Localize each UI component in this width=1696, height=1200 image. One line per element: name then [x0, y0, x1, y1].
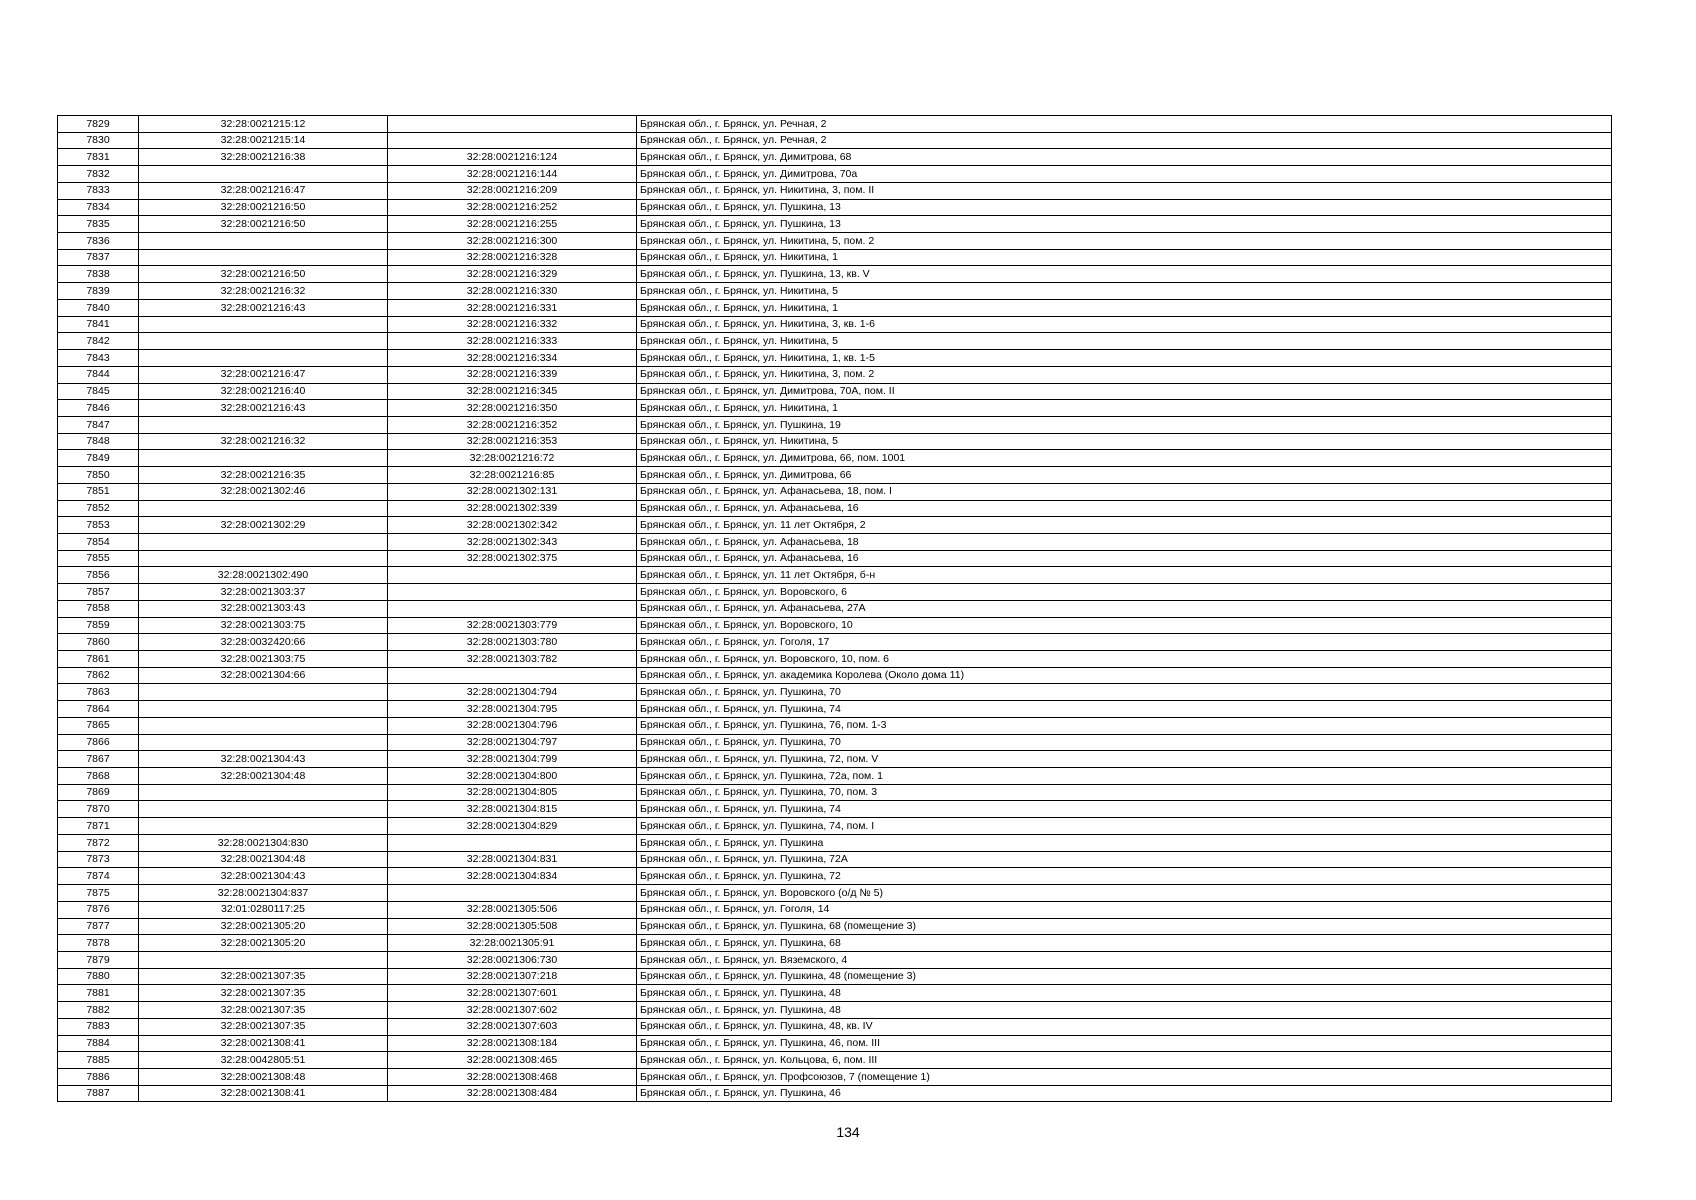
object-cadastral-number-cell: 32:28:0021304:815 — [388, 801, 637, 818]
object-cadastral-number-cell: 32:28:0021304:834 — [388, 868, 637, 885]
land-cadastral-number-cell — [139, 701, 388, 718]
address-cell: Брянская обл., г. Брянск, ул. Речная, 2 — [637, 132, 1612, 149]
object-cadastral-number-cell: 32:28:0021303:779 — [388, 617, 637, 634]
object-cadastral-number-cell: 32:28:0021216:332 — [388, 316, 637, 333]
object-cadastral-number-cell: 32:28:0021303:782 — [388, 651, 637, 668]
table-row — [58, 433, 1612, 450]
address-cell: Брянская обл., г. Брянск, ул. Воровского, 10 — [637, 617, 1612, 634]
land-cadastral-number-cell — [139, 249, 388, 266]
address-cell: Брянская обл., г. Брянск, ул. Никитина, 1 — [637, 249, 1612, 266]
table-row — [58, 266, 1612, 283]
object-cadastral-number-cell: 32:28:0021305:508 — [388, 918, 637, 935]
row-number-cell: 7833 — [58, 182, 139, 199]
land-cadastral-number-cell: 32:28:0021308:41 — [139, 1035, 388, 1052]
address-cell: Брянская обл., г. Брянск, ул. Димитрова, 70А, пом. II — [637, 383, 1612, 400]
row-number-cell: 7869 — [58, 784, 139, 801]
row-number-cell: 7839 — [58, 283, 139, 300]
table-row — [58, 818, 1612, 835]
table-row — [58, 233, 1612, 250]
object-cadastral-number-cell: 32:28:0021307:601 — [388, 985, 637, 1002]
land-cadastral-number-cell: 32:28:0021304:43 — [139, 751, 388, 768]
table-row — [58, 968, 1612, 985]
address-cell: Брянская обл., г. Брянск, ул. Пушкина, 48 (помещение 3) — [637, 968, 1612, 985]
table-row — [58, 483, 1612, 500]
land-cadastral-number-cell: 32:28:0021216:43 — [139, 299, 388, 316]
address-cell: Брянская обл., г. Брянск, ул. Пушкина, 48 — [637, 985, 1612, 1002]
object-cadastral-number-cell — [388, 885, 637, 902]
table-row — [58, 416, 1612, 433]
land-cadastral-number-cell: 32:28:0021303:75 — [139, 617, 388, 634]
address-cell: Брянская обл., г. Брянск, ул. Пушкина, 72 — [637, 868, 1612, 885]
land-cadastral-number-cell — [139, 784, 388, 801]
land-cadastral-number-cell: 32:28:0021216:47 — [139, 366, 388, 383]
land-cadastral-number-cell: 32:28:0021216:32 — [139, 433, 388, 450]
land-cadastral-number-cell: 32:28:0021307:35 — [139, 985, 388, 1002]
object-cadastral-number-cell: 32:28:0021303:780 — [388, 634, 637, 651]
object-cadastral-number-cell: 32:28:0021216:353 — [388, 433, 637, 450]
land-cadastral-number-cell: 32:28:0021304:48 — [139, 768, 388, 785]
address-cell: Брянская обл., г. Брянск, ул. Пушкина, 48, кв. IV — [637, 1018, 1612, 1035]
object-cadastral-number-cell: 32:28:0021302:131 — [388, 483, 637, 500]
address-cell: Брянская обл., г. Брянск, ул. Пушкина, 13 — [637, 216, 1612, 233]
land-cadastral-number-cell — [139, 233, 388, 250]
address-cell: Брянская обл., г. Брянск, ул. Пушкина, 46, пом. III — [637, 1035, 1612, 1052]
address-cell: Брянская обл., г. Брянск, ул. Гоголя, 14 — [637, 901, 1612, 918]
address-cell: Брянская обл., г. Брянск, ул. Пушкина, 74, пом. I — [637, 818, 1612, 835]
table-row — [58, 450, 1612, 467]
row-number-cell: 7854 — [58, 533, 139, 550]
land-cadastral-number-cell: 32:28:0021303:75 — [139, 651, 388, 668]
row-number-cell: 7840 — [58, 299, 139, 316]
land-cadastral-number-cell: 32:28:0021304:48 — [139, 851, 388, 868]
land-cadastral-number-cell — [139, 734, 388, 751]
land-cadastral-number-cell: 32:28:0021216:50 — [139, 199, 388, 216]
table-row — [58, 1068, 1612, 1085]
land-cadastral-number-cell: 32:28:0021303:37 — [139, 584, 388, 601]
land-cadastral-number-cell: 32:28:0021216:43 — [139, 400, 388, 417]
table-row — [58, 500, 1612, 517]
address-cell: Брянская обл., г. Брянск, ул. Никитина, 1, кв. 1-5 — [637, 350, 1612, 367]
address-cell: Брянская обл., г. Брянск, ул. 11 лет Октября, 2 — [637, 517, 1612, 534]
address-cell: Брянская обл., г. Брянск, ул. Пушкина, 76, пом. 1-3 — [637, 717, 1612, 734]
table-row — [58, 701, 1612, 718]
row-number-cell: 7868 — [58, 768, 139, 785]
table-row — [58, 116, 1612, 133]
land-cadastral-number-cell — [139, 350, 388, 367]
row-number-cell: 7856 — [58, 567, 139, 584]
row-number-cell: 7873 — [58, 851, 139, 868]
land-cadastral-number-cell — [139, 533, 388, 550]
row-number-cell: 7843 — [58, 350, 139, 367]
object-cadastral-number-cell: 32:28:0021304:795 — [388, 701, 637, 718]
row-number-cell: 7870 — [58, 801, 139, 818]
table-row — [58, 216, 1612, 233]
row-number-cell: 7862 — [58, 667, 139, 684]
address-cell: Брянская обл., г. Брянск, ул. Пушкина, 46 — [637, 1085, 1612, 1102]
row-number-cell: 7864 — [58, 701, 139, 718]
table-row — [58, 166, 1612, 183]
land-cadastral-number-cell: 32:28:0042805:51 — [139, 1052, 388, 1069]
object-cadastral-number-cell: 32:28:0021305:91 — [388, 935, 637, 952]
row-number-cell: 7877 — [58, 918, 139, 935]
row-number-cell: 7847 — [58, 416, 139, 433]
address-cell: Брянская обл., г. Брянск, ул. Пушкина, 70 — [637, 684, 1612, 701]
object-cadastral-number-cell — [388, 600, 637, 617]
table-row — [58, 667, 1612, 684]
table-row — [58, 350, 1612, 367]
land-cadastral-number-cell — [139, 550, 388, 567]
address-cell: Брянская обл., г. Брянск, ул. Афанасьева, 18, пом. I — [637, 483, 1612, 500]
address-cell: Брянская обл., г. Брянск, ул. Никитина, 3, пом. II — [637, 182, 1612, 199]
object-cadastral-number-cell: 32:28:0021308:465 — [388, 1052, 637, 1069]
land-cadastral-number-cell — [139, 500, 388, 517]
row-number-cell: 7851 — [58, 483, 139, 500]
table-row — [58, 918, 1612, 935]
row-number-cell: 7850 — [58, 467, 139, 484]
row-number-cell: 7846 — [58, 400, 139, 417]
row-number-cell: 7866 — [58, 734, 139, 751]
address-cell: Брянская обл., г. Брянск, ул. Воровского, 6 — [637, 584, 1612, 601]
table-row — [58, 132, 1612, 149]
object-cadastral-number-cell — [388, 116, 637, 133]
object-cadastral-number-cell — [388, 667, 637, 684]
object-cadastral-number-cell: 32:28:0021216:334 — [388, 350, 637, 367]
land-cadastral-number-cell: 32:28:0021308:48 — [139, 1068, 388, 1085]
land-cadastral-number-cell: 32:28:0021216:32 — [139, 283, 388, 300]
table-row — [58, 734, 1612, 751]
table-row — [58, 617, 1612, 634]
row-number-cell: 7841 — [58, 316, 139, 333]
object-cadastral-number-cell — [388, 132, 637, 149]
object-cadastral-number-cell: 32:28:0021302:343 — [388, 533, 637, 550]
address-cell: Брянская обл., г. Брянск, ул. Афанасьева, 18 — [637, 533, 1612, 550]
address-cell: Брянская обл., г. Брянск, ул. Димитрова, 68 — [637, 149, 1612, 166]
land-cadastral-number-cell: 32:28:0021305:20 — [139, 935, 388, 952]
row-number-cell: 7842 — [58, 333, 139, 350]
row-number-cell: 7845 — [58, 383, 139, 400]
address-cell: Брянская обл., г. Брянск, ул. Пушкина, 68 — [637, 935, 1612, 952]
object-cadastral-number-cell: 32:28:0021216:328 — [388, 249, 637, 266]
registry-table-body — [58, 116, 1612, 1102]
land-cadastral-number-cell: 32:28:0032420:66 — [139, 634, 388, 651]
row-number-cell: 7844 — [58, 366, 139, 383]
address-cell: Брянская обл., г. Брянск, ул. Гоголя, 17 — [637, 634, 1612, 651]
land-cadastral-number-cell: 32:28:0021216:38 — [139, 149, 388, 166]
address-cell: Брянская обл., г. Брянск, ул. Афанасьева, 16 — [637, 500, 1612, 517]
row-number-cell: 7880 — [58, 968, 139, 985]
land-cadastral-number-cell: 32:28:0021308:41 — [139, 1085, 388, 1102]
object-cadastral-number-cell: 32:28:0021304:800 — [388, 768, 637, 785]
address-cell: Брянская обл., г. Брянск, ул. Афанасьева, 16 — [637, 550, 1612, 567]
object-cadastral-number-cell: 32:28:0021307:602 — [388, 1002, 637, 1019]
row-number-cell: 7855 — [58, 550, 139, 567]
row-number-cell: 7881 — [58, 985, 139, 1002]
row-number-cell: 7874 — [58, 868, 139, 885]
object-cadastral-number-cell: 32:28:0021308:184 — [388, 1035, 637, 1052]
table-row — [58, 751, 1612, 768]
table-row — [58, 400, 1612, 417]
table-row — [58, 717, 1612, 734]
land-cadastral-number-cell: 32:28:0021307:35 — [139, 968, 388, 985]
object-cadastral-number-cell: 32:28:0021304:829 — [388, 818, 637, 835]
land-cadastral-number-cell: 32:01:0280117:25 — [139, 901, 388, 918]
table-row — [58, 851, 1612, 868]
table-row — [58, 299, 1612, 316]
land-cadastral-number-cell — [139, 951, 388, 968]
object-cadastral-number-cell: 32:28:0021307:603 — [388, 1018, 637, 1035]
object-cadastral-number-cell: 32:28:0021216:339 — [388, 366, 637, 383]
row-number-cell: 7884 — [58, 1035, 139, 1052]
row-number-cell: 7865 — [58, 717, 139, 734]
row-number-cell: 7875 — [58, 885, 139, 902]
row-number-cell: 7848 — [58, 433, 139, 450]
object-cadastral-number-cell: 32:28:0021304:796 — [388, 717, 637, 734]
registry-table — [57, 115, 1612, 1102]
row-number-cell: 7871 — [58, 818, 139, 835]
row-number-cell: 7861 — [58, 651, 139, 668]
address-cell: Брянская обл., г. Брянск, ул. Никитина, 5 — [637, 283, 1612, 300]
address-cell: Брянская обл., г. Брянск, ул. Речная, 2 — [637, 116, 1612, 133]
row-number-cell: 7863 — [58, 684, 139, 701]
object-cadastral-number-cell: 32:28:0021216:124 — [388, 149, 637, 166]
land-cadastral-number-cell: 32:28:0021216:35 — [139, 467, 388, 484]
row-number-cell: 7830 — [58, 132, 139, 149]
land-cadastral-number-cell: 32:28:0021216:50 — [139, 266, 388, 283]
address-cell: Брянская обл., г. Брянск, ул. Никитина, 1 — [637, 299, 1612, 316]
table-row — [58, 901, 1612, 918]
object-cadastral-number-cell: 32:28:0021304:797 — [388, 734, 637, 751]
land-cadastral-number-cell: 32:28:0021303:43 — [139, 600, 388, 617]
row-number-cell: 7860 — [58, 634, 139, 651]
object-cadastral-number-cell: 32:28:0021216:209 — [388, 182, 637, 199]
table-row — [58, 868, 1612, 885]
address-cell: Брянская обл., г. Брянск, ул. Димитрова, 66, пом. 1001 — [637, 450, 1612, 467]
table-row — [58, 951, 1612, 968]
object-cadastral-number-cell: 32:28:0021216:255 — [388, 216, 637, 233]
row-number-cell: 7857 — [58, 584, 139, 601]
object-cadastral-number-cell: 32:28:0021306:730 — [388, 951, 637, 968]
land-cadastral-number-cell: 32:28:0021304:43 — [139, 868, 388, 885]
address-cell: Брянская обл., г. Брянск, ул. Пушкина, 72, пом. V — [637, 751, 1612, 768]
table-row — [58, 383, 1612, 400]
table-row — [58, 533, 1612, 550]
table-row — [58, 199, 1612, 216]
table-row — [58, 550, 1612, 567]
address-cell: Брянская обл., г. Брянск, ул. Пушкина, 68 (помещение 3) — [637, 918, 1612, 935]
object-cadastral-number-cell: 32:28:0021216:72 — [388, 450, 637, 467]
table-row — [58, 567, 1612, 584]
address-cell: Брянская обл., г. Брянск, ул. Пушкина, 72а, пом. 1 — [637, 768, 1612, 785]
row-number-cell: 7876 — [58, 901, 139, 918]
address-cell: Брянская обл., г. Брянск, ул. 11 лет Октября, б-н — [637, 567, 1612, 584]
address-cell: Брянская обл., г. Брянск, ул. Пушкина, 48 — [637, 1002, 1612, 1019]
row-number-cell: 7878 — [58, 935, 139, 952]
table-row — [58, 985, 1612, 1002]
address-cell: Брянская обл., г. Брянск, ул. Пушкина, 72А — [637, 851, 1612, 868]
object-cadastral-number-cell: 32:28:0021216:331 — [388, 299, 637, 316]
page-number: 134 — [836, 1124, 860, 1140]
row-number-cell: 7887 — [58, 1085, 139, 1102]
row-number-cell: 7835 — [58, 216, 139, 233]
table-row — [58, 684, 1612, 701]
object-cadastral-number-cell: 32:28:0021216:345 — [388, 383, 637, 400]
object-cadastral-number-cell: 32:28:0021307:218 — [388, 968, 637, 985]
row-number-cell: 7831 — [58, 149, 139, 166]
object-cadastral-number-cell: 32:28:0021302:375 — [388, 550, 637, 567]
object-cadastral-number-cell: 32:28:0021216:350 — [388, 400, 637, 417]
land-cadastral-number-cell — [139, 333, 388, 350]
address-cell: Брянская обл., г. Брянск, ул. Пушкина, 70, пом. 3 — [637, 784, 1612, 801]
table-row — [58, 517, 1612, 534]
table-row — [58, 467, 1612, 484]
address-cell: Брянская обл., г. Брянск, ул. Пушкина — [637, 834, 1612, 851]
address-cell: Брянская обл., г. Брянск, ул. Никитина, 3, пом. 2 — [637, 366, 1612, 383]
land-cadastral-number-cell: 32:28:0021216:50 — [139, 216, 388, 233]
row-number-cell: 7849 — [58, 450, 139, 467]
land-cadastral-number-cell: 32:28:0021216:40 — [139, 383, 388, 400]
object-cadastral-number-cell — [388, 567, 637, 584]
table-row — [58, 584, 1612, 601]
row-number-cell: 7834 — [58, 199, 139, 216]
address-cell: Брянская обл., г. Брянск, ул. Никитина, 5 — [637, 333, 1612, 350]
object-cadastral-number-cell: 32:28:0021304:794 — [388, 684, 637, 701]
table-row — [58, 149, 1612, 166]
table-row — [58, 634, 1612, 651]
row-number-cell: 7858 — [58, 600, 139, 617]
land-cadastral-number-cell: 32:28:0021307:35 — [139, 1002, 388, 1019]
object-cadastral-number-cell: 32:28:0021304:805 — [388, 784, 637, 801]
address-cell: Брянская обл., г. Брянск, ул. Пушкина, 74 — [637, 701, 1612, 718]
address-cell: Брянская обл., г. Брянск, ул. Пушкина, 19 — [637, 416, 1612, 433]
land-cadastral-number-cell — [139, 416, 388, 433]
address-cell: Брянская обл., г. Брянск, ул. Профсоюзов, 7 (помещение 1) — [637, 1068, 1612, 1085]
row-number-cell: 7885 — [58, 1052, 139, 1069]
table-row — [58, 935, 1612, 952]
object-cadastral-number-cell — [388, 584, 637, 601]
land-cadastral-number-cell: 32:28:0021216:47 — [139, 182, 388, 199]
address-cell: Брянская обл., г. Брянск, ул. Пушкина, 70 — [637, 734, 1612, 751]
address-cell: Брянская обл., г. Брянск, ул. академика Королева (Около дома 11) — [637, 667, 1612, 684]
table-row — [58, 768, 1612, 785]
land-cadastral-number-cell: 32:28:0021304:830 — [139, 834, 388, 851]
object-cadastral-number-cell: 32:28:0021216:333 — [388, 333, 637, 350]
table-row — [58, 651, 1612, 668]
object-cadastral-number-cell: 32:28:0021305:506 — [388, 901, 637, 918]
row-number-cell: 7838 — [58, 266, 139, 283]
address-cell: Брянская обл., г. Брянск, ул. Кольцова, 6, пом. III — [637, 1052, 1612, 1069]
land-cadastral-number-cell: 32:28:0021307:35 — [139, 1018, 388, 1035]
row-number-cell: 7872 — [58, 834, 139, 851]
table-row — [58, 283, 1612, 300]
table-row — [58, 801, 1612, 818]
object-cadastral-number-cell: 32:28:0021216:329 — [388, 266, 637, 283]
object-cadastral-number-cell: 32:28:0021308:468 — [388, 1068, 637, 1085]
row-number-cell: 7836 — [58, 233, 139, 250]
object-cadastral-number-cell: 32:28:0021216:252 — [388, 199, 637, 216]
address-cell: Брянская обл., г. Брянск, ул. Димитрова, 66 — [637, 467, 1612, 484]
land-cadastral-number-cell — [139, 166, 388, 183]
object-cadastral-number-cell: 32:28:0021304:831 — [388, 851, 637, 868]
row-number-cell: 7867 — [58, 751, 139, 768]
row-number-cell: 7829 — [58, 116, 139, 133]
table-row — [58, 316, 1612, 333]
object-cadastral-number-cell: 32:28:0021216:144 — [388, 166, 637, 183]
land-cadastral-number-cell — [139, 717, 388, 734]
table-row — [58, 333, 1612, 350]
land-cadastral-number-cell — [139, 801, 388, 818]
land-cadastral-number-cell: 32:28:0021305:20 — [139, 918, 388, 935]
land-cadastral-number-cell: 32:28:0021304:66 — [139, 667, 388, 684]
address-cell: Брянская обл., г. Брянск, ул. Воровского, 10, пом. 6 — [637, 651, 1612, 668]
land-cadastral-number-cell — [139, 684, 388, 701]
table-row — [58, 784, 1612, 801]
address-cell: Брянская обл., г. Брянск, ул. Вяземского, 4 — [637, 951, 1612, 968]
row-number-cell: 7859 — [58, 617, 139, 634]
object-cadastral-number-cell: 32:28:0021216:330 — [388, 283, 637, 300]
row-number-cell: 7852 — [58, 500, 139, 517]
object-cadastral-number-cell: 32:28:0021308:484 — [388, 1085, 637, 1102]
object-cadastral-number-cell: 32:28:0021216:352 — [388, 416, 637, 433]
row-number-cell: 7832 — [58, 166, 139, 183]
row-number-cell: 7886 — [58, 1068, 139, 1085]
table-row — [58, 1002, 1612, 1019]
row-number-cell: 7837 — [58, 249, 139, 266]
object-cadastral-number-cell: 32:28:0021302:339 — [388, 500, 637, 517]
table-row — [58, 249, 1612, 266]
table-row — [58, 885, 1612, 902]
row-number-cell: 7883 — [58, 1018, 139, 1035]
table-row — [58, 1018, 1612, 1035]
address-cell: Брянская обл., г. Брянск, ул. Никитина, 1 — [637, 400, 1612, 417]
object-cadastral-number-cell: 32:28:0021216:85 — [388, 467, 637, 484]
object-cadastral-number-cell: 32:28:0021302:342 — [388, 517, 637, 534]
land-cadastral-number-cell — [139, 818, 388, 835]
table-row — [58, 1035, 1612, 1052]
row-number-cell: 7882 — [58, 1002, 139, 1019]
land-cadastral-number-cell: 32:28:0021302:29 — [139, 517, 388, 534]
land-cadastral-number-cell: 32:28:0021302:490 — [139, 567, 388, 584]
table-row — [58, 1085, 1612, 1102]
table-row — [58, 1052, 1612, 1069]
address-cell: Брянская обл., г. Брянск, ул. Пушкина, 13, кв. V — [637, 266, 1612, 283]
land-cadastral-number-cell: 32:28:0021302:46 — [139, 483, 388, 500]
land-cadastral-number-cell: 32:28:0021215:14 — [139, 132, 388, 149]
table-row — [58, 834, 1612, 851]
row-number-cell: 7853 — [58, 517, 139, 534]
address-cell: Брянская обл., г. Брянск, ул. Афанасьева, 27А — [637, 600, 1612, 617]
object-cadastral-number-cell: 32:28:0021304:799 — [388, 751, 637, 768]
address-cell: Брянская обл., г. Брянск, ул. Воровского (о/д № 5) — [637, 885, 1612, 902]
land-cadastral-number-cell: 32:28:0021304:837 — [139, 885, 388, 902]
address-cell: Брянская обл., г. Брянск, ул. Никитина, 3, кв. 1-6 — [637, 316, 1612, 333]
land-cadastral-number-cell — [139, 316, 388, 333]
table-row — [58, 366, 1612, 383]
address-cell: Брянская обл., г. Брянск, ул. Никитина, 5 — [637, 433, 1612, 450]
table-row — [58, 600, 1612, 617]
address-cell: Брянская обл., г. Брянск, ул. Пушкина, 74 — [637, 801, 1612, 818]
address-cell: Брянская обл., г. Брянск, ул. Никитина, 5, пом. 2 — [637, 233, 1612, 250]
row-number-cell: 7879 — [58, 951, 139, 968]
address-cell: Брянская обл., г. Брянск, ул. Димитрова, 70а — [637, 166, 1612, 183]
land-cadastral-number-cell — [139, 450, 388, 467]
table-row — [58, 182, 1612, 199]
object-cadastral-number-cell — [388, 834, 637, 851]
address-cell: Брянская обл., г. Брянск, ул. Пушкина, 13 — [637, 199, 1612, 216]
object-cadastral-number-cell: 32:28:0021216:300 — [388, 233, 637, 250]
land-cadastral-number-cell: 32:28:0021215:12 — [139, 116, 388, 133]
